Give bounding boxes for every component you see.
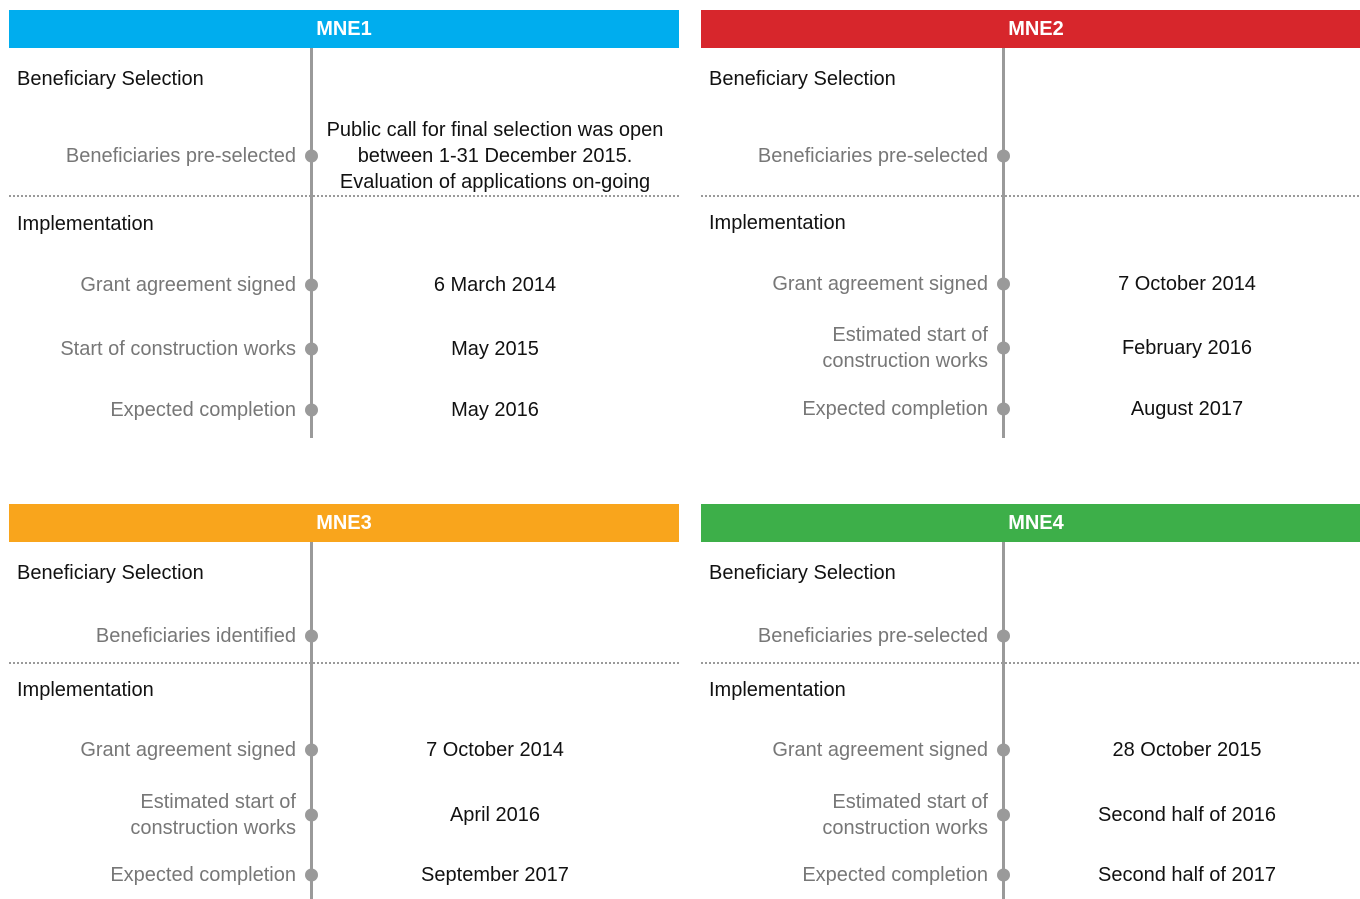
panel-mne4 <box>701 504 1360 886</box>
milestone-dot <box>305 150 318 163</box>
milestone-label: Expected completion <box>802 864 988 886</box>
section-title-selection: Beneficiary Selection <box>709 562 896 584</box>
section-title-selection: Beneficiary Selection <box>17 562 204 584</box>
milestone-value: February 2016 <box>1121 337 1253 359</box>
milestone-label: Grant agreement signed <box>80 739 296 761</box>
milestone-label: Grant agreement signed <box>772 739 988 761</box>
milestone-dot <box>305 744 318 757</box>
milestone-value: May 2015 <box>451 338 539 360</box>
milestone-dot <box>997 403 1010 416</box>
milestone-dot <box>305 343 318 356</box>
milestone-value: August 2017 <box>1130 398 1244 420</box>
panel-mne3 <box>9 504 679 886</box>
panel-header: MNE2 <box>701 10 1360 48</box>
milestone-value: Public call for final selection was open between 1-31 December 2015. Evaluation of applications on-going <box>326 119 664 193</box>
timeline-line <box>310 542 313 899</box>
panel-mne1 <box>9 10 679 421</box>
section-title-selection: Beneficiary Selection <box>17 68 204 90</box>
panel-mne2 <box>701 10 1360 420</box>
milestone-label: Expected completion <box>110 399 296 421</box>
section-divider <box>701 195 1360 197</box>
milestone-dot <box>305 869 318 882</box>
milestone-value: Second half of 2016 <box>1098 804 1276 826</box>
milestone-value: September 2017 <box>421 864 569 886</box>
section-title-selection: Beneficiary Selection <box>709 68 896 90</box>
milestone-dot <box>305 404 318 417</box>
milestone-value: 7 October 2014 <box>1118 273 1256 295</box>
milestone-label: Beneficiaries pre-selected <box>757 625 988 647</box>
milestone-dot <box>997 342 1010 355</box>
milestone-value: April 2016 <box>449 804 541 826</box>
panel-header: MNE1 <box>9 10 679 48</box>
milestone-dot <box>997 869 1010 882</box>
section-title-implementation: Implementation <box>17 679 154 701</box>
milestone-value: 28 October 2015 <box>1112 739 1262 761</box>
timeline-line <box>1002 542 1005 899</box>
milestone-dot <box>997 630 1010 643</box>
milestone-label: Grant agreement signed <box>772 273 988 295</box>
panel-header: MNE3 <box>9 504 679 542</box>
milestone-dot <box>997 278 1010 291</box>
milestone-value: 7 October 2014 <box>426 739 564 761</box>
milestone-label: Estimated start of construction works <box>822 324 988 372</box>
milestone-dot <box>305 279 318 292</box>
milestone-dot <box>997 150 1010 163</box>
milestone-value: May 2016 <box>451 399 539 421</box>
milestone-dot <box>997 809 1010 822</box>
section-title-implementation: Implementation <box>17 213 154 235</box>
milestone-label: Beneficiaries identified <box>95 625 296 647</box>
milestone-label: Start of construction works <box>60 338 296 360</box>
milestone-label: Expected completion <box>802 398 988 420</box>
milestone-value: 6 March 2014 <box>433 274 557 296</box>
timeline-line <box>310 48 313 438</box>
milestone-label: Beneficiaries pre-selected <box>757 145 988 167</box>
section-divider <box>9 195 679 197</box>
milestone-dot <box>997 744 1010 757</box>
section-divider <box>9 662 679 664</box>
milestone-dot <box>305 630 318 643</box>
milestone-label: Beneficiaries pre-selected <box>65 145 296 167</box>
milestone-dot <box>305 809 318 822</box>
section-title-implementation: Implementation <box>709 679 846 701</box>
milestone-label: Grant agreement signed <box>80 274 296 296</box>
milestone-label: Estimated start of construction works <box>822 791 988 839</box>
timeline-line <box>1002 48 1005 438</box>
milestone-label: Estimated start of construction works <box>130 791 296 839</box>
section-title-implementation: Implementation <box>709 212 846 234</box>
section-divider <box>701 662 1360 664</box>
milestone-value: Second half of 2017 <box>1098 864 1276 886</box>
milestone-label: Expected completion <box>110 864 296 886</box>
panel-header: MNE4 <box>701 504 1360 542</box>
